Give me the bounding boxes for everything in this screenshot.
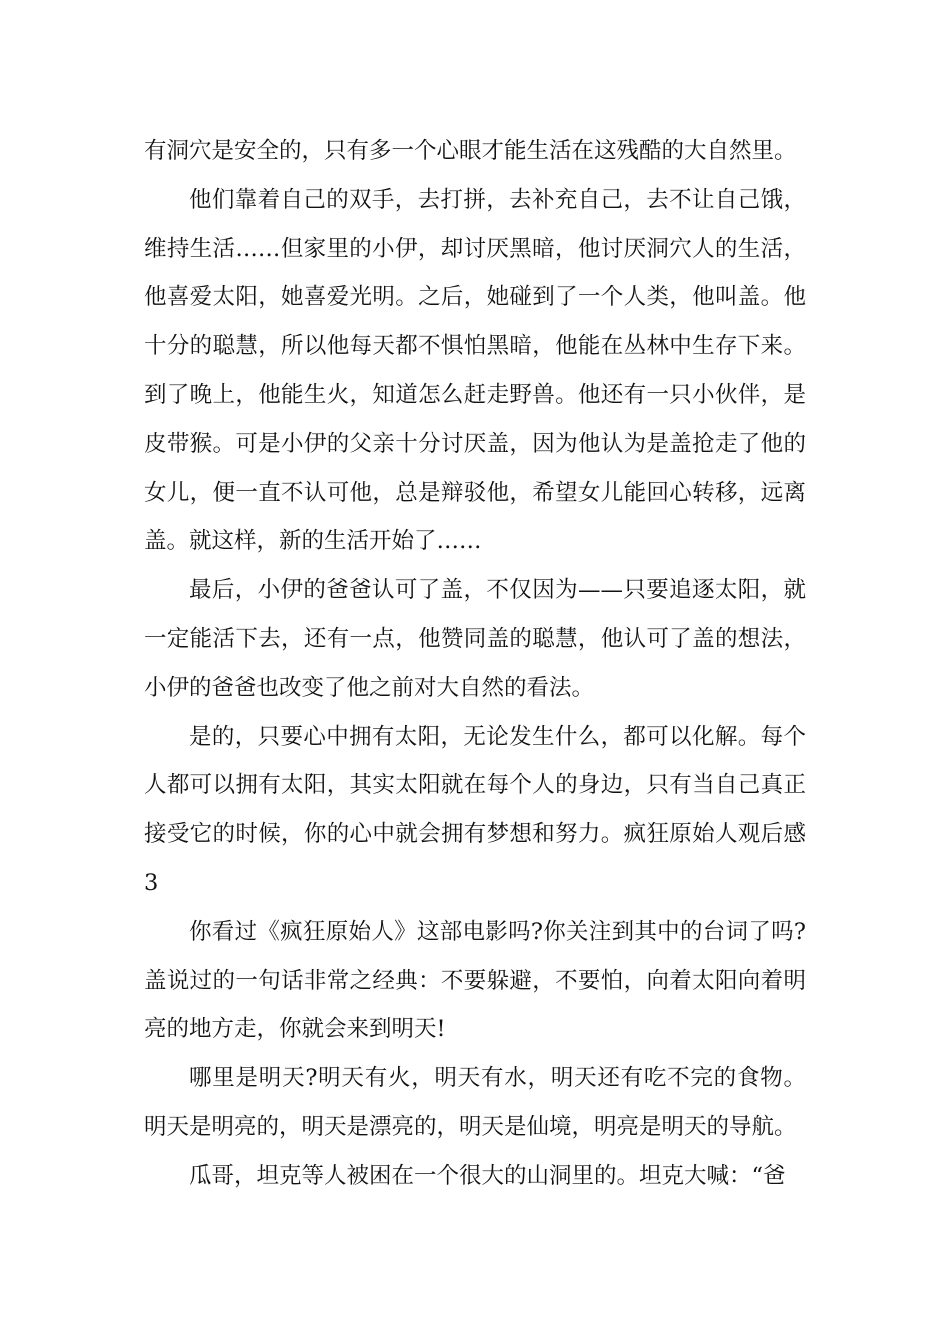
paragraph-6: 哪里是明天?明天有火，明天有水，明天还有吃不完的食物。明天是明亮的，明天是漂亮的，明天是仙境，明亮是明天的导航。 [144,1065,806,1140]
paragraph-1: 有洞穴是安全的，只有多一个心眼才能生活在这残酷的大自然里。 [144,138,797,164]
paragraph-3: 最后，小伊的爸爸认可了盖，不仅因为——只要追逐太阳，就一定能活下去，还有一点，他赞同盖的聪慧，他认可了盖的想法，小伊的爸爸也改变了他之前对大自然的看法。 [144,577,806,701]
paragraph-5: 你看过《疯狂原始人》这部电影吗?你关注到其中的台词了吗?盖说过的一句话非常之经典：不要躲避，不要怕，向着太阳向着明亮的地方走，你就会来到明天! [144,918,806,1043]
paragraph-7: 瓜哥，坦克等人被困在一个很大的山洞里的。坦克大喊：“爸 [189,1162,786,1189]
paragraph-2: 他们靠着自己的双手，去打拼，去补充自己，去不让自己饿，维持生活……但家里的小伊，却讨厌黑暗，他讨厌洞穴人的生活，他喜爱太阳，她喜爱光明。之后，她碰到了一个人类，他叫盖。他十分的聪慧，所以他每天都不惧怕黑暗，他能在丛林中生存下来。到了晚上，他能生火，知道怎么赶走野兽。他还有一只小伙伴，是皮带猴。可是小伊的父亲十分讨厌盖，因为他认为是盖抢走了他的女儿，便一直不认可他，总是辩驳他，希望女儿能回心转移，远离盖。就这样，新的生活开始了…… [144,186,806,555]
document-body [144,127,806,1201]
paragraph-4: 是的，只要心中拥有太阳，无论发生什么，都可以化解。每个人都可以拥有太阳，其实太阳就在每个人的身边，只有当自己真正接受它的时候，你的心中就会拥有梦想和努力。疯狂原始人观后感3 [144,723,806,896]
